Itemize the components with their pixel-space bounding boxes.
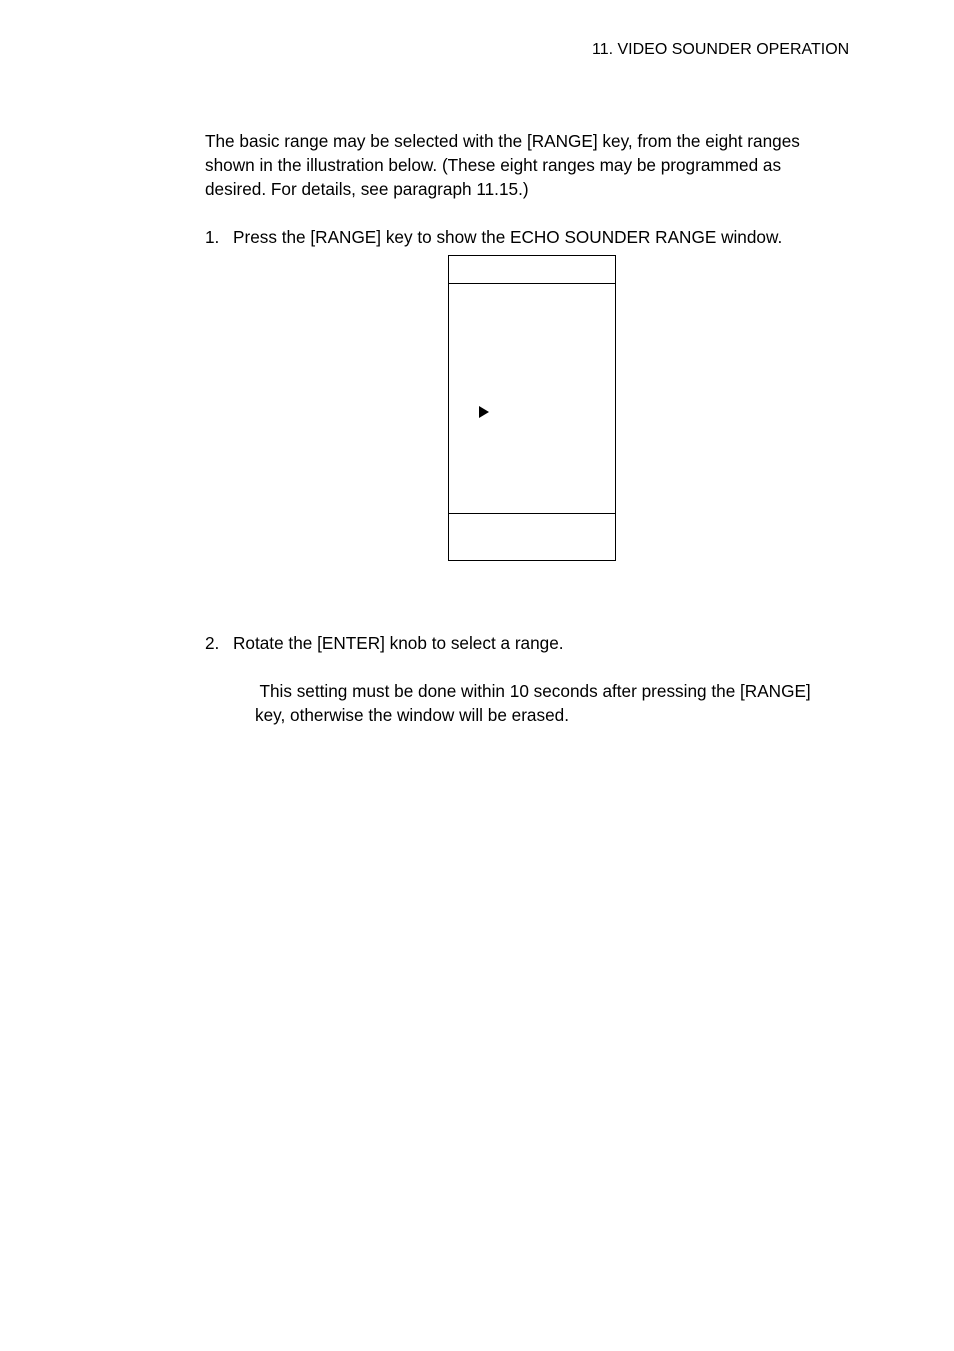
step-2 <box>205 631 564 655</box>
note-line: key, otherwise the window will be erased. <box>255 705 569 725</box>
step-number: 1. <box>205 227 220 247</box>
intro-line: shown in the illustration below. (These eight ranges may be programmed as <box>205 155 782 175</box>
step-text: Press the [RANGE] key to show the ECHO SOUNDER RANGE window. <box>233 227 783 247</box>
echo-sounder-range-window <box>448 255 616 561</box>
range-window-footer <box>449 513 615 561</box>
triangle-right-icon <box>479 406 489 418</box>
range-window-title-bar <box>449 256 615 284</box>
step-text: Rotate the [ENTER] knob to select a range. <box>233 633 564 653</box>
step-number: 2. <box>205 633 220 653</box>
intro-paragraph <box>205 129 855 201</box>
intro-line: desired. For details, see paragraph 11.15.) <box>205 179 529 199</box>
intro-line: The basic range may be selected with the [RANGE] key, from the eight ranges <box>205 131 800 151</box>
range-window-list <box>449 284 615 513</box>
note-line: This setting must be done within 10 seconds after pressing the [RANGE] <box>255 681 811 701</box>
section-header: 11. VIDEO SOUNDER OPERATION <box>592 41 850 58</box>
note-paragraph <box>255 679 855 727</box>
step-1 <box>205 225 782 249</box>
